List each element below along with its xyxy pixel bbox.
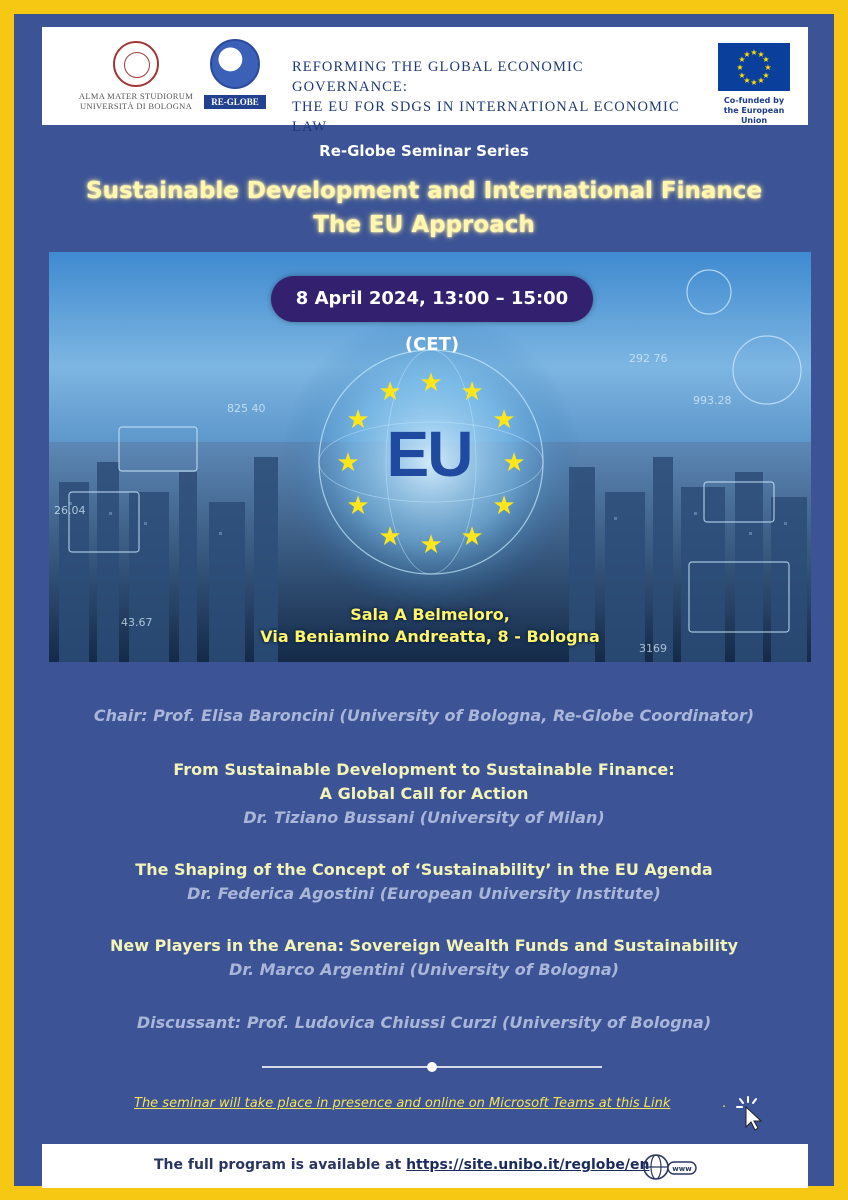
- svg-text:★: ★: [378, 377, 402, 407]
- svg-text:★: ★: [738, 55, 746, 64]
- svg-text:★: ★: [764, 63, 772, 72]
- svg-text:292 76: 292 76: [629, 352, 668, 365]
- talk-3-title: New Players in the Arena: Sovereign Wealth Funds and Sustainability: [109, 936, 739, 955]
- university-name: [76, 91, 196, 111]
- svg-text:★: ★: [743, 76, 751, 85]
- event-title-line2: The EU Approach: [313, 212, 535, 238]
- svg-text:★: ★: [757, 50, 765, 59]
- divider-dot: [427, 1062, 437, 1072]
- seminar-series-label: Re-Globe Seminar Series: [319, 142, 529, 160]
- chair-line: Chair: Prof. Elisa Baroncini (University of Bologna, Re-Globe Coordinator): [93, 706, 755, 725]
- eu-flag-icon: [718, 43, 790, 91]
- program-link[interactable]: https://site.unibo.it/reglobe/en: [406, 1157, 650, 1173]
- eu-cofunded-caption: [716, 96, 792, 126]
- reglobe-logo-label: RE-GLOBE: [204, 95, 266, 109]
- talk-1-title-line2: A Global Call for Action: [319, 784, 529, 803]
- svg-text:★: ★: [750, 48, 758, 57]
- svg-text:26.04: 26.04: [54, 504, 86, 517]
- svg-text:★: ★: [762, 55, 770, 64]
- footer-label: The full program is available at: [154, 1157, 407, 1173]
- svg-text:★: ★: [419, 368, 443, 398]
- footer-text: [154, 1157, 649, 1173]
- venue-line1: Sala A Belmeloro,: [350, 605, 510, 624]
- project-title: [292, 57, 692, 137]
- discussant-line: Discussant: Prof. Ludovica Chiussi Curzi (University of Bologna): [136, 1013, 712, 1032]
- svg-text:★: ★: [492, 491, 516, 521]
- header-banner: [42, 27, 808, 135]
- venue-line2: Via Beniamino Andreatta, 8 - Bologna: [260, 627, 600, 646]
- www-globe-icon: [642, 1152, 698, 1182]
- eu-emblem-text: EU: [386, 418, 472, 490]
- eu-caption-line1: Co-funded by: [723, 96, 785, 105]
- svg-text:43.67: 43.67: [121, 616, 153, 629]
- footer-bar: [42, 1144, 808, 1188]
- eu-cofunded-logo: [716, 43, 792, 126]
- university-name-line2: UNIVERSITÀ DI BOLOGNA: [79, 101, 193, 111]
- cursor-click-icon: [734, 1095, 764, 1131]
- university-logo: [76, 41, 196, 111]
- svg-text:★: ★: [736, 63, 744, 72]
- svg-text:993.28: 993.28: [693, 394, 732, 407]
- svg-text:★: ★: [346, 491, 370, 521]
- online-note-period: .: [722, 1096, 727, 1111]
- unibo-seal-icon: [113, 41, 159, 87]
- svg-text:www: www: [672, 1165, 692, 1173]
- project-title-line2: THE EU FOR SDGS IN INTERNATIONAL ECONOMIC LAW: [292, 99, 680, 135]
- svg-text:★: ★: [460, 377, 484, 407]
- svg-text:★: ★: [492, 405, 516, 435]
- svg-text:825 40: 825 40: [227, 402, 266, 415]
- svg-text:★: ★: [743, 50, 751, 59]
- svg-text:★: ★: [460, 522, 484, 552]
- reglobe-globe-icon: [210, 39, 260, 89]
- talk-1-title-line1: From Sustainable Development to Sustainable Finance:: [173, 760, 675, 779]
- venue: [199, 604, 661, 648]
- talk-2-title: The Shaping of the Concept of ‘Sustainability’ in the EU Agenda: [135, 860, 713, 879]
- svg-text:3169: 3169: [639, 642, 667, 655]
- university-name-line1: ALMA MATER STUDIORUM: [78, 91, 194, 101]
- eu-caption-line2: the European Union: [723, 106, 785, 125]
- svg-text:★: ★: [762, 71, 770, 80]
- reglobe-logo: [204, 39, 266, 115]
- svg-text:★: ★: [738, 71, 746, 80]
- project-title-line1: REFORMING THE GLOBAL ECONOMIC GOVERNANCE:: [292, 59, 584, 95]
- svg-text:★: ★: [378, 522, 402, 552]
- talk-3-speaker: Dr. Marco Argentini (University of Bologna): [229, 960, 619, 979]
- svg-text:★: ★: [757, 76, 765, 85]
- talk-2-speaker: Dr. Federica Agostini (European University Institute): [187, 884, 661, 903]
- event-title: [0, 174, 848, 242]
- svg-text:★: ★: [750, 78, 758, 87]
- hero-image: [49, 252, 811, 662]
- svg-text:★: ★: [346, 405, 370, 435]
- talk-1-speaker: Dr. Tiziano Bussani (University of Milan): [243, 808, 605, 827]
- event-title-line1: Sustainable Development and International Finance: [86, 178, 762, 204]
- svg-text:★: ★: [419, 530, 443, 560]
- talk-1-title: [0, 758, 848, 806]
- svg-text:★: ★: [336, 448, 360, 478]
- teams-link[interactable]: The seminar will take place in presence and online on Microsoft Teams at this Link: [134, 1096, 671, 1111]
- event-date-badge: 8 April 2024, 13:00 – 15:00 (CET): [271, 276, 593, 322]
- svg-text:★: ★: [502, 448, 526, 478]
